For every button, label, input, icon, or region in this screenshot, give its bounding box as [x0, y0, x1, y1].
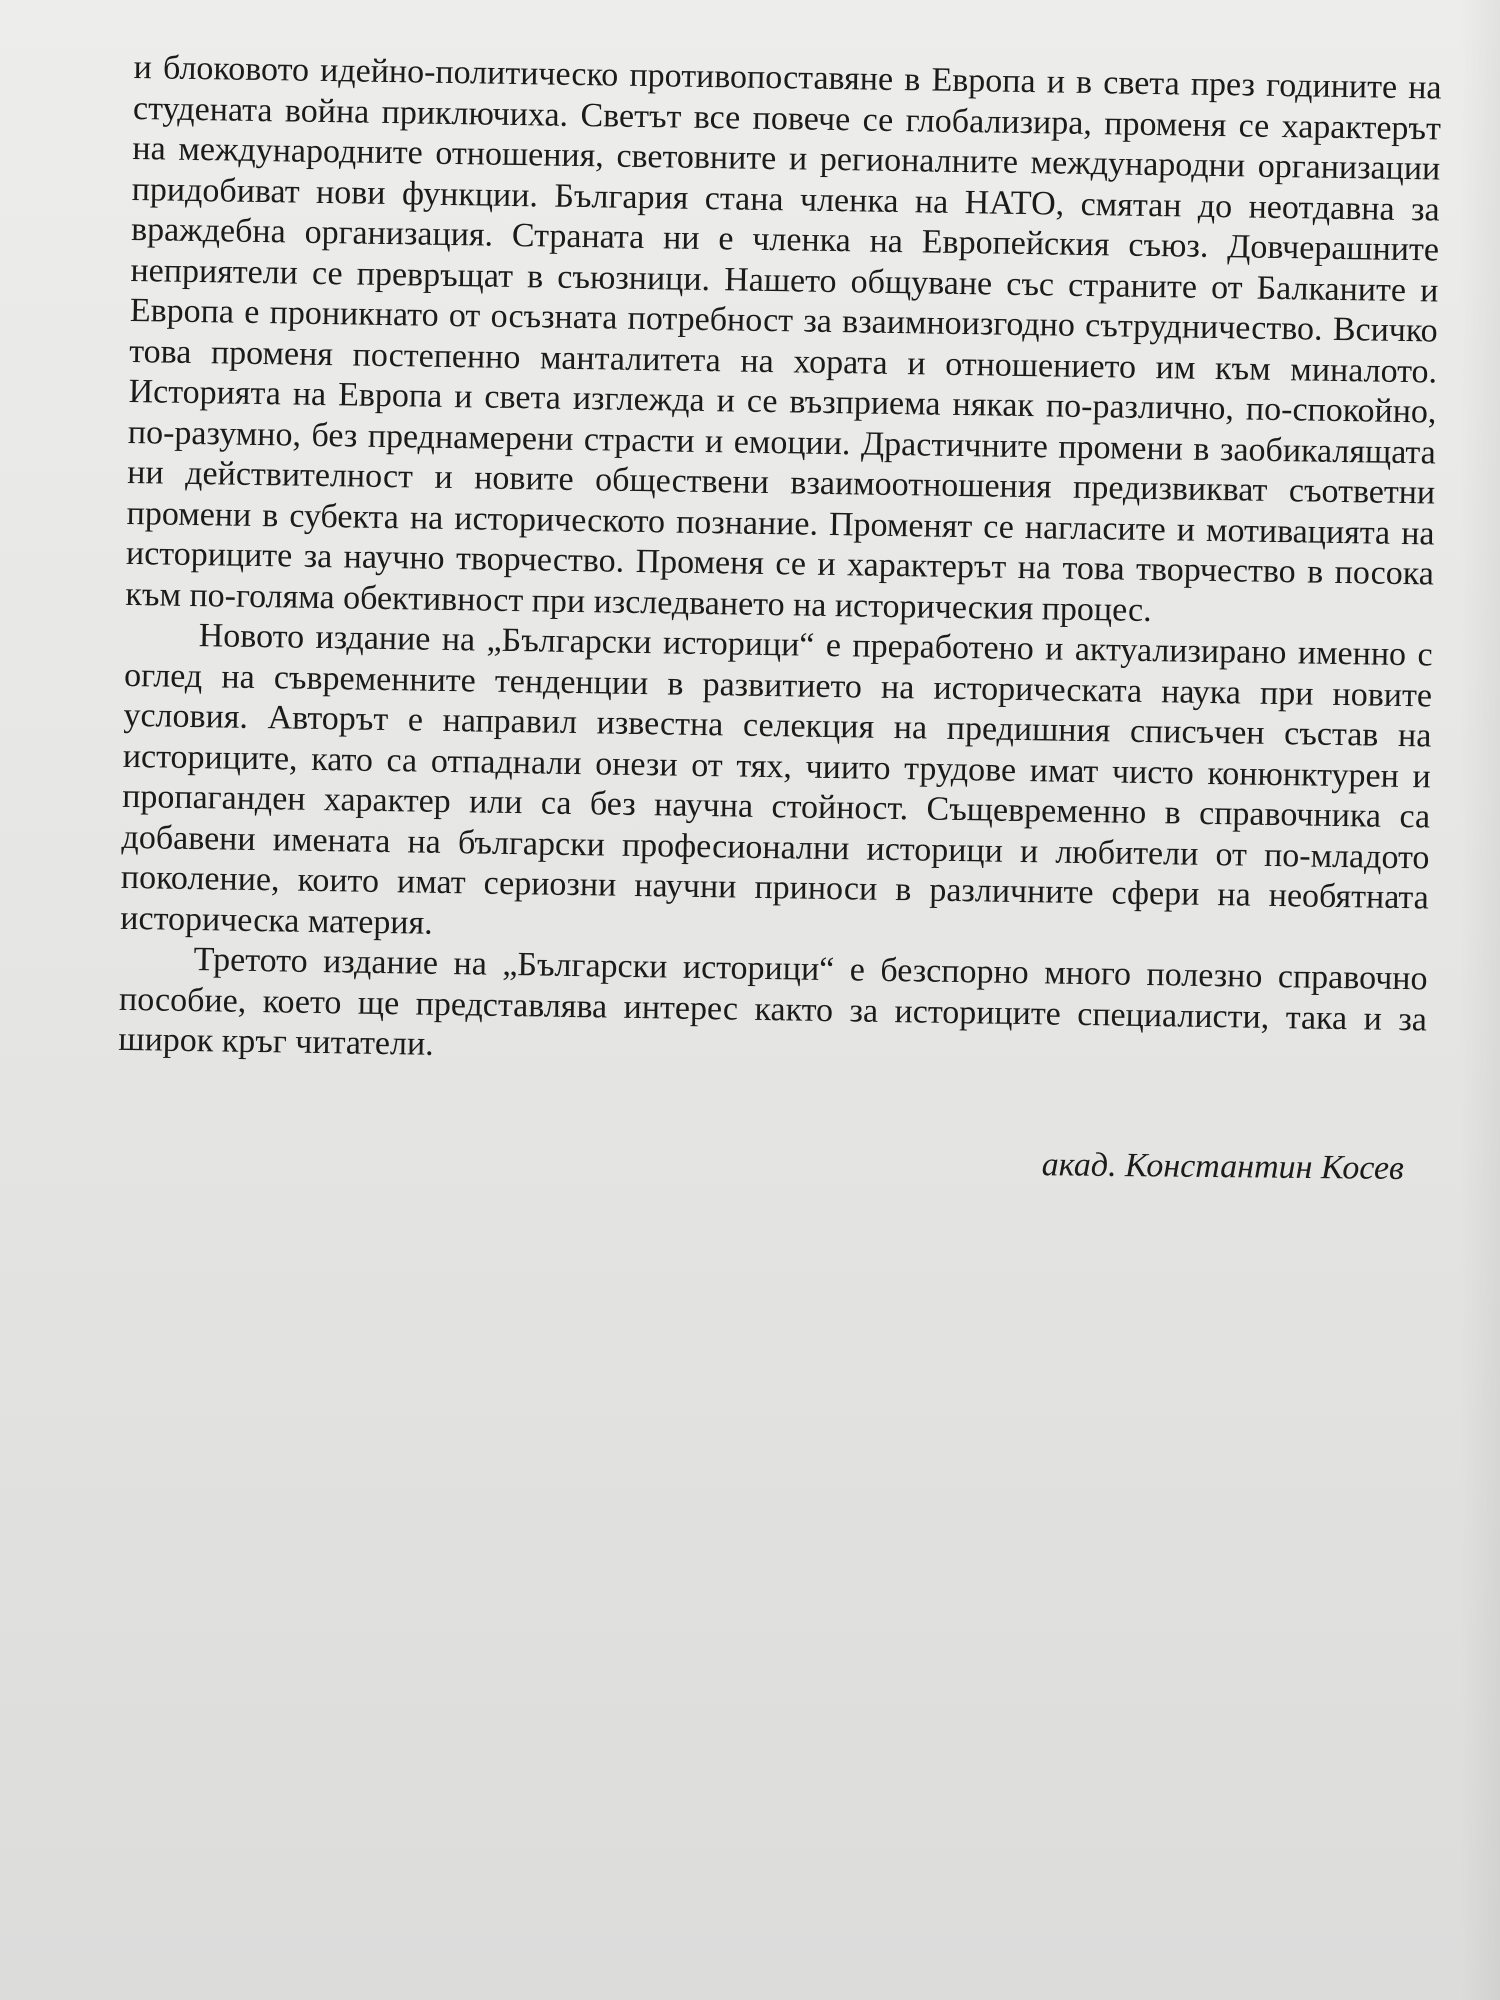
paragraph-1: и блоковото идейно-политическо противопоставяне в Европа и в света през годините на студената война приключиха. Светът все повече се глобализира, променя се характерът на международните отношения, световните и регионалните международни организации придобиват нови функции. България стана членка на НАТО, смятан до неотдавна за враждебна организация. Страната ни е членка на Европейския съюз. Довчерашните неприятели се превръщат в съюзници. Нашето общуване със страните от Балканите и Европа е проникнато от осъзната потребност за взаимноизгодно сътрудничество. Всичко това променя постепенно манталитета на хората и отношението им към миналото. Историята на Европа и света изглежда и се възприема някак по-различно, по-спокойно, по-разумно, без преднамерени страсти и емоции. Драстичните промени в заобикалящата ни действителност и новите обществени взаимоотношения предизвикват съответни промени в субекта на историческото познание. Променят се нагласите и мотивацията на историците за научно творчество. Променя се и характерът на това творчество в посока към по-голяма обективност при изследването на историческия процес.	[125, 48, 1442, 629]
paragraph-3: Третото издание на „Български историци“ е безспорно много полезно справочно пособие, което ще представлява интерес както за историците специалисти, така и за широк кръг читатели.	[118, 941, 1428, 1063]
author-signature: акад. Константин Косев	[1041, 1146, 1404, 1187]
paragraph-2: Новото издание на „Български историци“ е преработено и актуализирано именно с оглед на съвременните тенденции в развитието на историческата наука при новите условия. Авторът е направил известна селекция на предишния списъчен състав на историците, като са отпаднали онези от тях, чиито трудове имат чисто конюнктурен и пропаганден характер или са без научна стойност. Същевременно в справочника са добавени имената на български професионални историци и любители от по-младото поколение, които имат сериозни научни приноси в различните сфери на необятната историческа материя.	[120, 617, 1433, 942]
body-text	[118, 48, 1442, 1081]
